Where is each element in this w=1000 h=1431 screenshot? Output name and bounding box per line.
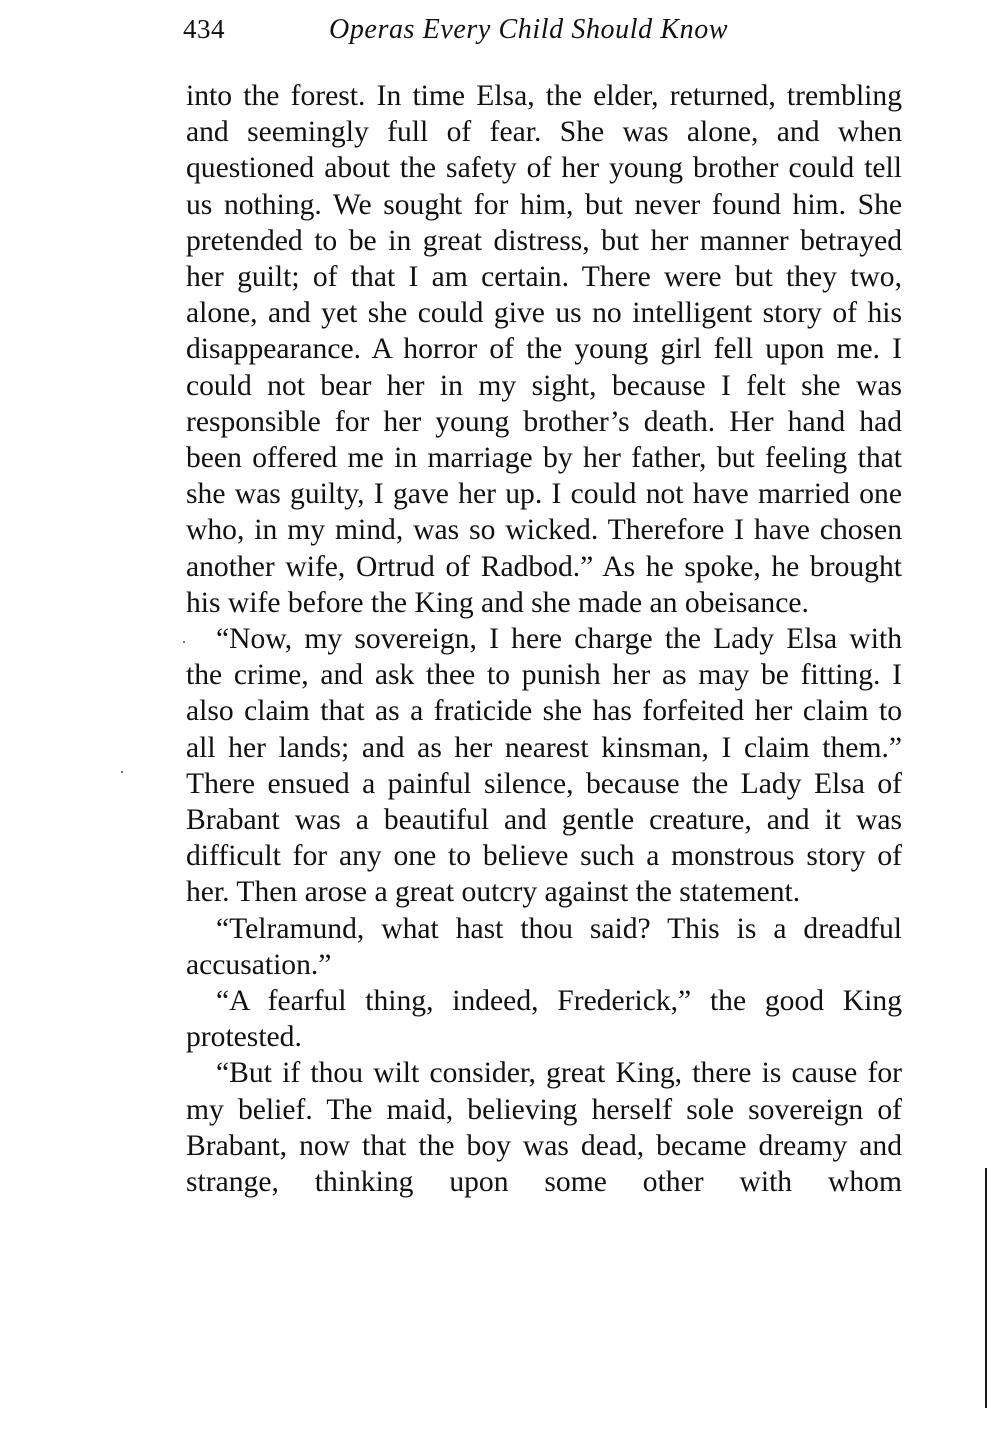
paragraph-1: into the forest. In time Elsa, the elder, returned, trembling and seemingly full of fear. She was alone, and when questioned about the safety of her young brother could tell us nothing. We sought for him, but never found him. She pretended to be in great distress, but her manner betrayed her guilt; of that I am certain. There were but they two, alone, and yet she could give us no intelligent story of his disappearance. A horror of the young girl fell upon me. I could not bear her in my sight, because I felt she was responsible for her young brother’s death. Her hand had been offered me in marriage by her father, but feeling that she was guilty, I gave her up. I could not have married one who, in my mind, was so wicked. Therefore I have chosen another wife, Ortrud of Radbod.” As he spoke, he brought his wife before the King and she made an obeisance. [186, 80, 902, 619]
scan-speck [183, 641, 185, 643]
page-number: 434 [183, 14, 225, 44]
paragraph-5: “But if thou wilt consider, great King, there is cause for my belief. The maid, believing herself sole sovereign of Brabant, now that the boy was dead, became dreamy and strange, thinking upon some other with whom [186, 1057, 902, 1199]
scan-margin-line [985, 1168, 987, 1408]
running-head [183, 14, 903, 54]
paragraph-3: “Telramund, what hast thou said? This is a dreadful accusation.” [186, 912, 902, 981]
body-text [186, 78, 902, 1200]
paragraph-4: “A fearful thing, indeed, Frederick,” the good King protested. [186, 985, 902, 1054]
paragraph-2: “Now, my sovereign, I here charge the Lady Elsa with the crime, and ask thee to punish her as may be fitting. I also claim that as a fraticide she has forfeited her claim to all her lands; and as her nearest kinsman, I claim them.” There ensued a painful silence, because the Lady Elsa of Brabant was a beautiful and gentle creature, and it was difficult for any one to believe such a monstrous story of her. Then arose a great outcry against the statement. [186, 623, 902, 909]
book-title: Operas Every Child Should Know [329, 14, 729, 45]
scan-speck [121, 771, 123, 773]
